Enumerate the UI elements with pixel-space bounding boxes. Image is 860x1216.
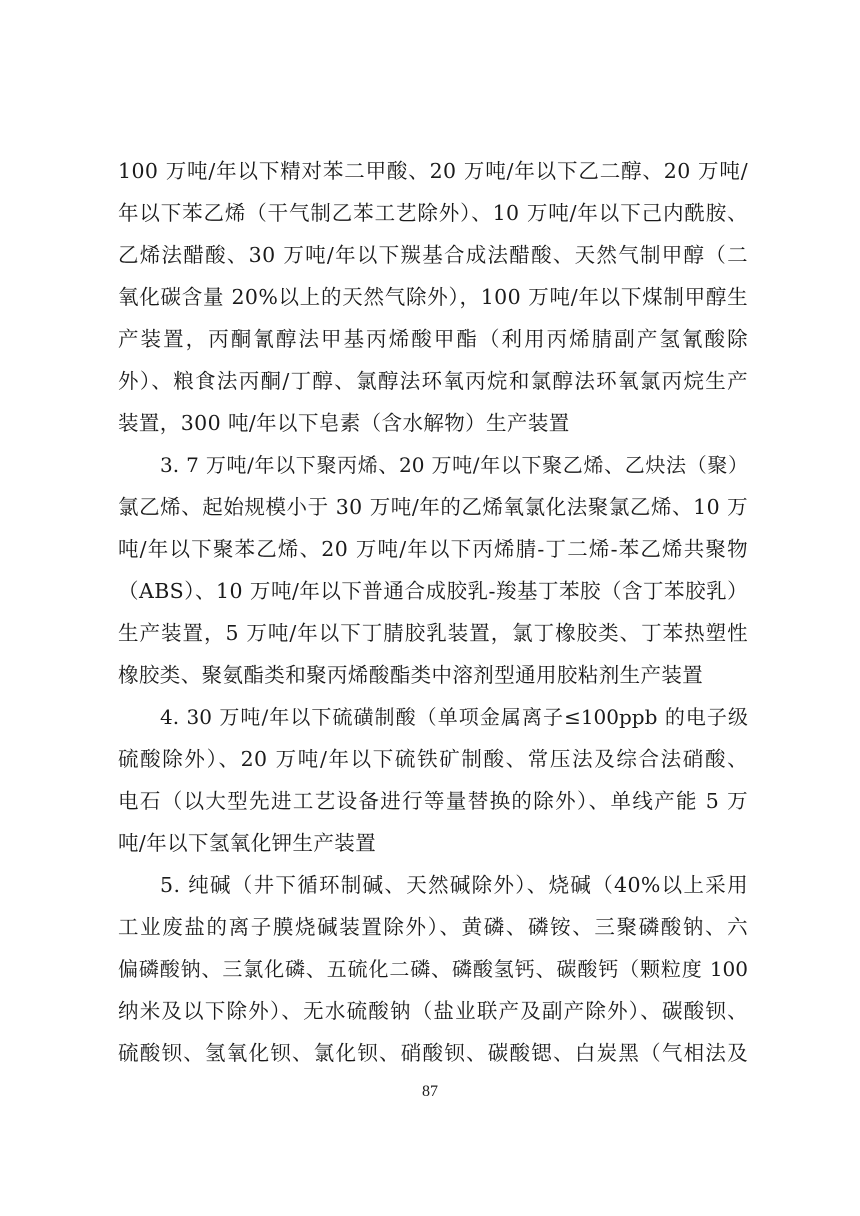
text-line: 3. 7 万吨/年以下聚丙烯、20 万吨/年以下聚乙烯、乙炔法（聚） [160,453,748,477]
text-line: 吨/年以下氢氧化钾生产装置 [118,831,377,855]
text-line: 产装置，丙酮氰醇法甲基丙烯酸甲酯（利用丙烯腈副产氢氰酸除 [118,327,748,351]
text-line: 纳米及以下除外）、无水硫酸钠（盐业联产及副产除外）、碳酸钡、 [118,999,748,1023]
text-line: 装置，300 吨/年以下皂素（含水解物）生产装置 [118,411,570,435]
paragraph-item-5 [118,864,748,1074]
text-line: （ABS）、10 万吨/年以下普通合成胶乳-羧基丁苯胶（含丁苯胶乳） [118,579,748,603]
text-line: 电石（以大型先进工艺设备进行等量替换的除外）、单线产能 5 万 [118,789,748,813]
text-line: 氧化碳含量 20%以上的天然气除外），100 万吨/年以下煤制甲醇生 [118,285,748,309]
text-line: 4. 30 万吨/年以下硫磺制酸（单项金属离子≤100ppb 的电子级 [160,705,748,729]
body-text [118,150,748,1074]
text-line: 乙烯法醋酸、30 万吨/年以下羰基合成法醋酸、天然气制甲醇（二 [118,243,748,267]
page-number: 87 [422,1083,438,1100]
text-line: 硫酸除外）、20 万吨/年以下硫铁矿制酸、常压法及综合法硝酸、 [118,747,748,771]
text-line: 偏磷酸钠、三氯化磷、五硫化二磷、磷酸氢钙、碳酸钙（颗粒度 100 [118,957,748,981]
text-line: 工业废盐的离子膜烧碱装置除外）、黄磷、磷铵、三聚磷酸钠、六 [118,915,748,939]
paragraph-1 [118,150,748,444]
paragraph-item-3 [118,444,748,696]
text-line: 100 万吨/年以下精对苯二甲酸、20 万吨/年以下乙二醇、20 万吨/ [118,159,748,183]
text-line: 硫酸钡、氢氧化钡、氯化钡、硝酸钡、碳酸锶、白炭黑（气相法及 [118,1041,748,1065]
text-line: 橡胶类、聚氨酯类和聚丙烯酸酯类中溶剂型通用胶粘剂生产装置 [118,663,704,687]
text-line: 氯乙烯、起始规模小于 30 万吨/年的乙烯氧氯化法聚氯乙烯、10 万 [118,495,748,519]
text-line: 生产装置，5 万吨/年以下丁腈胶乳装置，氯丁橡胶类、丁苯热塑性 [118,621,748,645]
text-line: 5. 纯碱（井下循环制碱、天然碱除外）、烧碱（40%以上采用 [160,873,748,897]
paragraph-item-4 [118,696,748,864]
text-line: 外）、粮食法丙酮/丁醇、氯醇法环氧丙烷和氯醇法环氧氯丙烷生产 [118,369,748,393]
text-line: 吨/年以下聚苯乙烯、20 万吨/年以下丙烯腈-丁二烯-苯乙烯共聚物 [118,537,748,561]
text-line: 年以下苯乙烯（干气制乙苯工艺除外）、10 万吨/年以下己内酰胺、 [118,201,748,225]
